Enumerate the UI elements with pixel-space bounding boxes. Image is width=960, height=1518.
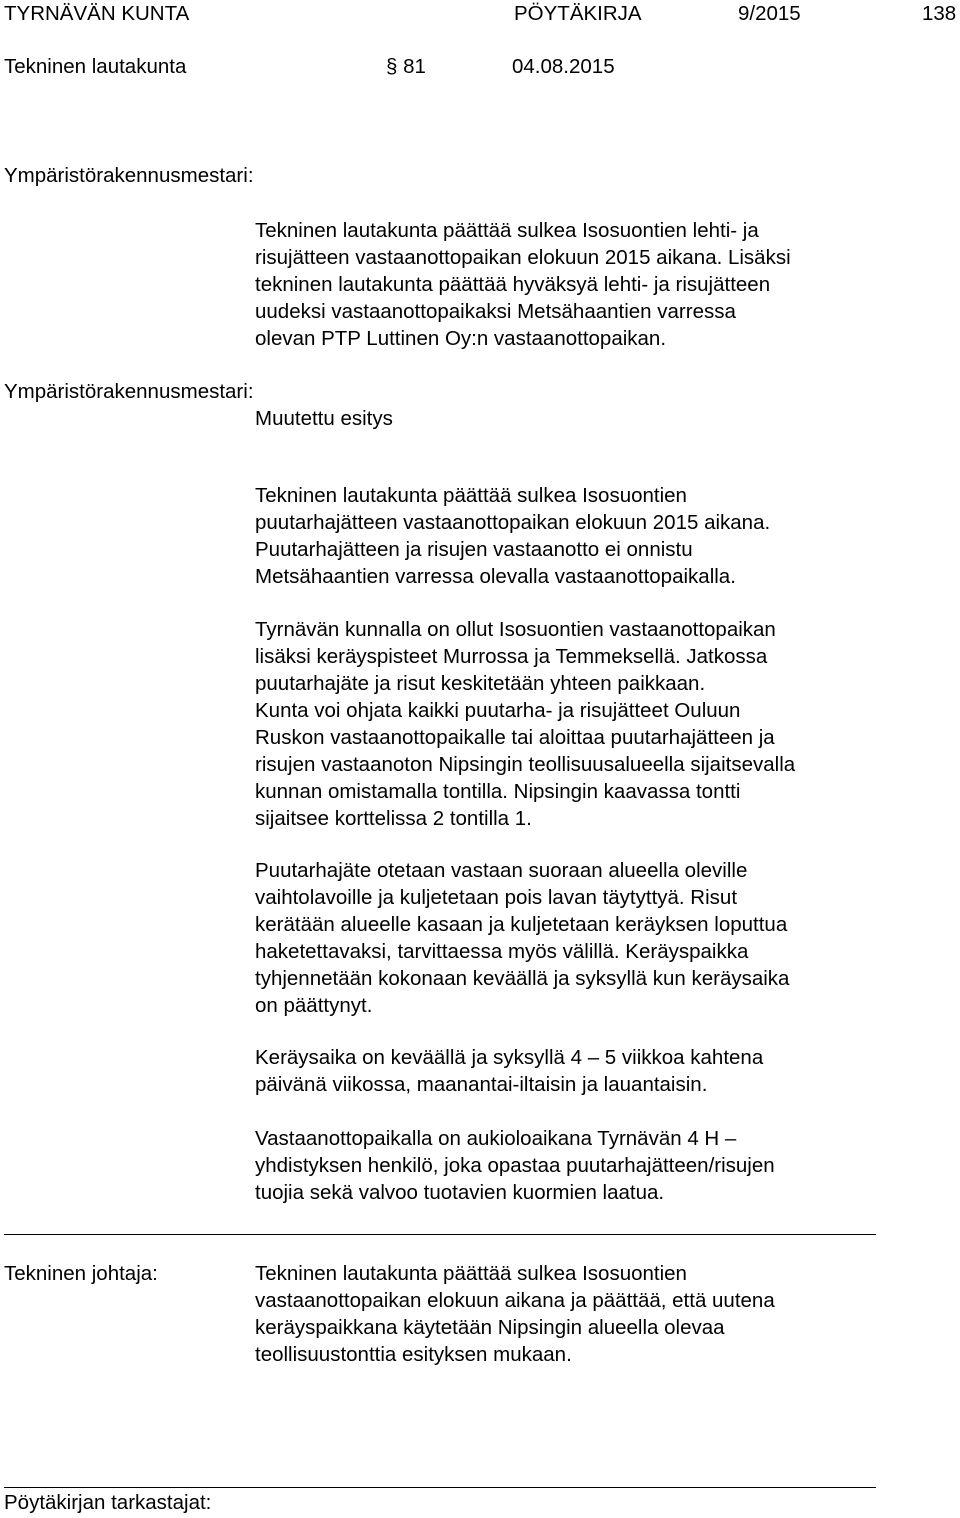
- section-divider: [4, 1234, 876, 1235]
- text-line: risujätteen vastaanottopaikan elokuun 2015 aikana. Lisäksi: [255, 246, 791, 269]
- text-line: puutarhajätteen vastaanottopaikan elokuun 2015 aikana.: [255, 511, 771, 534]
- text-line: Puutarhajätteen ja risujen vastaanotto ei onnistu: [255, 538, 693, 561]
- reviewers-label: Pöytäkirjan tarkastajat:: [4, 1491, 212, 1514]
- municipality-name: TYRNÄVÄN KUNTA: [4, 2, 190, 25]
- speaker-label: Ympäristörakennusmestari:: [4, 380, 254, 403]
- text-line: Kunta voi ohjata kaikki puutarha- ja risujätteet Ouluun: [255, 699, 741, 722]
- text-line: vastaanottopaikan elokuun aikana ja päättää, että uutena: [255, 1289, 775, 1312]
- speaker-label: Tekninen johtaja:: [4, 1262, 158, 1285]
- text-line: Tekninen lautakunta päättää sulkea Isosuontien: [255, 1262, 687, 1285]
- text-line: on päättynyt.: [255, 994, 373, 1017]
- committee-name: Tekninen lautakunta: [4, 55, 187, 78]
- text-line: teollisuustonttia esityksen mukaan.: [255, 1343, 572, 1366]
- section-number: § 81: [386, 55, 426, 78]
- text-line: puutarhajäte ja risut keskitetään yhteen paikkaan.: [255, 672, 706, 695]
- text-line: Tekninen lautakunta päättää sulkea Isosuontien lehti- ja: [255, 219, 759, 242]
- text-line: tyhjennetään kokonaan keväällä ja syksyllä kun keräysaika: [255, 967, 790, 990]
- text-line: lisäksi keräyspisteet Murrossa ja Temmeksellä. Jatkossa: [255, 645, 768, 668]
- text-line: keräyspaikkana käytetään Nipsingin alueella olevaa: [255, 1316, 725, 1339]
- text-line: Tyrnävän kunnalla on ollut Isosuontien vastaanottopaikan: [255, 618, 776, 641]
- text-line: uudeksi vastaanottopaikaksi Metsähaantien varressa: [255, 300, 736, 323]
- text-line: kunnan omistamalla tontilla. Nipsingin kaavassa tontti: [255, 780, 741, 803]
- text-line: risujen vastaanoton Nipsingin teollisuusalueella sijaitsevalla: [255, 753, 796, 776]
- document-type: PÖYTÄKIRJA: [514, 2, 642, 25]
- speaker-label: Ympäristörakennusmestari:: [4, 164, 254, 187]
- text-line: sijaitsee korttelissa 2 tontilla 1.: [255, 807, 532, 830]
- page-number: 138: [922, 2, 957, 25]
- document-number: 9/2015: [738, 2, 801, 25]
- text-line: yhdistyksen henkilö, joka opastaa puutarhajätteen/risujen: [255, 1154, 775, 1177]
- text-line: vaihtolavoille ja kuljetetaan pois lavan täytyttyä. Risut: [255, 886, 738, 909]
- text-line: kerätään alueelle kasaan ja kuljetetaan keräyksen loputtua: [255, 913, 788, 936]
- text-line: haketettavaksi, tarvittaessa myös välillä. Keräyspaikka: [255, 940, 749, 963]
- text-line: Vastaanottopaikalla on aukioloaikana Tyrnävän 4 H –: [255, 1127, 737, 1150]
- text-line: tekninen lautakunta päättää hyväksyä lehti- ja risujätteen: [255, 273, 771, 296]
- text-line: Tekninen lautakunta päättää sulkea Isosuontien: [255, 484, 687, 507]
- text-line: olevan PTP Luttinen Oy:n vastaanottopaikan.: [255, 327, 667, 350]
- text-line: tuojia sekä valvoo tuotavien kuormien laatua.: [255, 1181, 665, 1204]
- footer-divider: [4, 1487, 876, 1488]
- text-line: Keräysaika on keväällä ja syksyllä 4 – 5 viikkoa kahtena: [255, 1046, 764, 1069]
- text-line: päivänä viikossa, maanantai-iltaisin ja lauantaisin.: [255, 1073, 708, 1096]
- meeting-date: 04.08.2015: [512, 55, 615, 78]
- text-line: Metsähaantien varressa olevalla vastaanottopaikalla.: [255, 565, 736, 588]
- text-line: Ruskon vastaanottopaikalle tai aloittaa puutarhajätteen ja: [255, 726, 775, 749]
- text-line: Puutarhajäte otetaan vastaan suoraan alueella oleville: [255, 859, 748, 882]
- amended-proposal-title: Muutettu esitys: [255, 407, 393, 430]
